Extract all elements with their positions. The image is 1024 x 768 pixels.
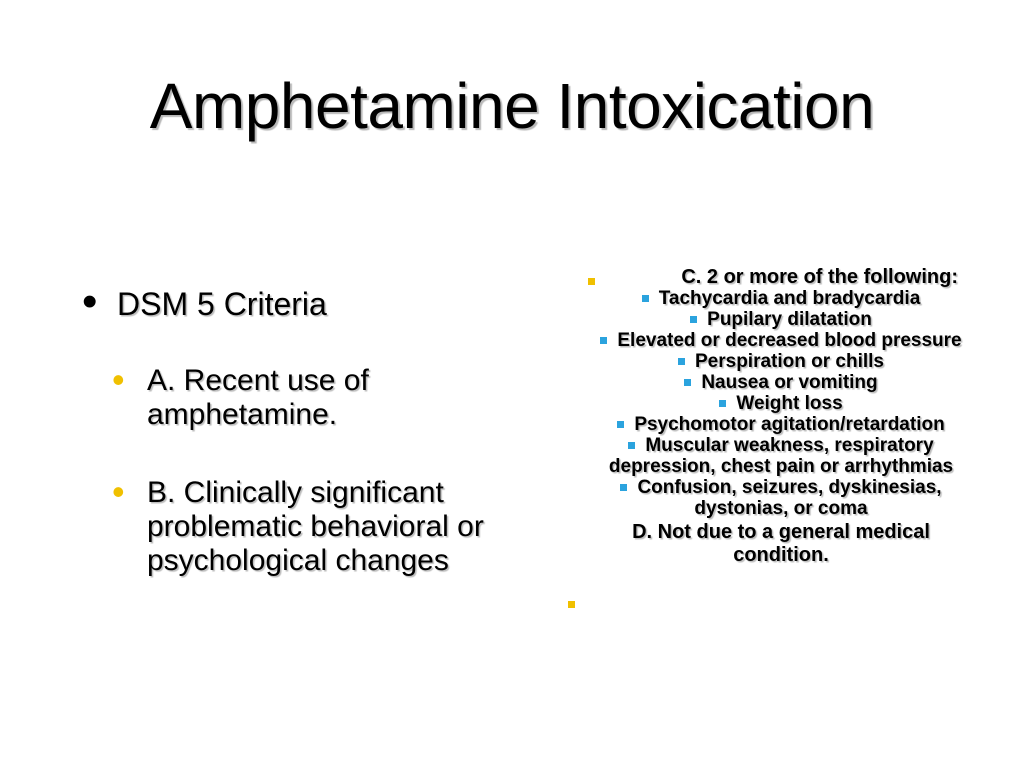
bullet-dot-icon: • [112,471,125,512]
list-item-text: Elevated or decreased blood pressure [617,330,962,351]
list-item [596,393,966,414]
square-bullet-icon [690,316,697,323]
list-item [596,372,966,393]
criterion-b: B. Clinically significant problematic behavioral or psychological changes [147,476,484,577]
square-bullet-icon [620,484,627,491]
main-bullet-text: DSM 5 Criteria [117,286,327,322]
square-bullet-icon [642,295,649,302]
list-item [596,330,966,351]
square-bullet-icon [600,337,607,344]
list-item-text: Perspiration or chills [695,351,884,372]
list-item-text: Tachycardia and bradycardia [658,288,921,309]
list-item-text: Weight loss [736,393,843,414]
square-bullet-icon [719,400,726,407]
slide-title: Amphetamine Intoxication [149,70,875,142]
list-item [596,288,966,309]
bullet-dot-icon: • [112,359,125,400]
list-item [596,414,966,435]
list-item-text: Nausea or vomiting [701,372,878,393]
list-item-text: Pupilary dilatation [707,309,872,330]
list-item [596,309,966,330]
list-item-text: Muscular weakness, respiratory depression, chest pain or arrhythmias [608,435,954,477]
list-item-text: Confusion, seizures, dyskinesias, dystonias, or coma [637,477,942,519]
square-bullet-icon [568,601,575,608]
criterion-a: A. Recent use of amphetamine. [147,364,369,431]
square-bullet-icon [628,442,635,449]
square-bullet-icon [617,421,624,428]
list-item [596,351,966,372]
square-bullet-icon [588,278,595,285]
square-bullet-icon [684,379,691,386]
list-item-text: Psychomotor agitation/retardation [634,414,945,435]
criterion-d: D. Not due to a general medical condition. [632,521,930,566]
square-bullet-icon [678,358,685,365]
list-item [596,477,966,519]
criteria-c-d-block [596,267,966,567]
bullet-dot-icon: • [82,277,98,326]
criterion-c: C. 2 or more of the following: [681,266,958,288]
list-item [596,435,966,477]
